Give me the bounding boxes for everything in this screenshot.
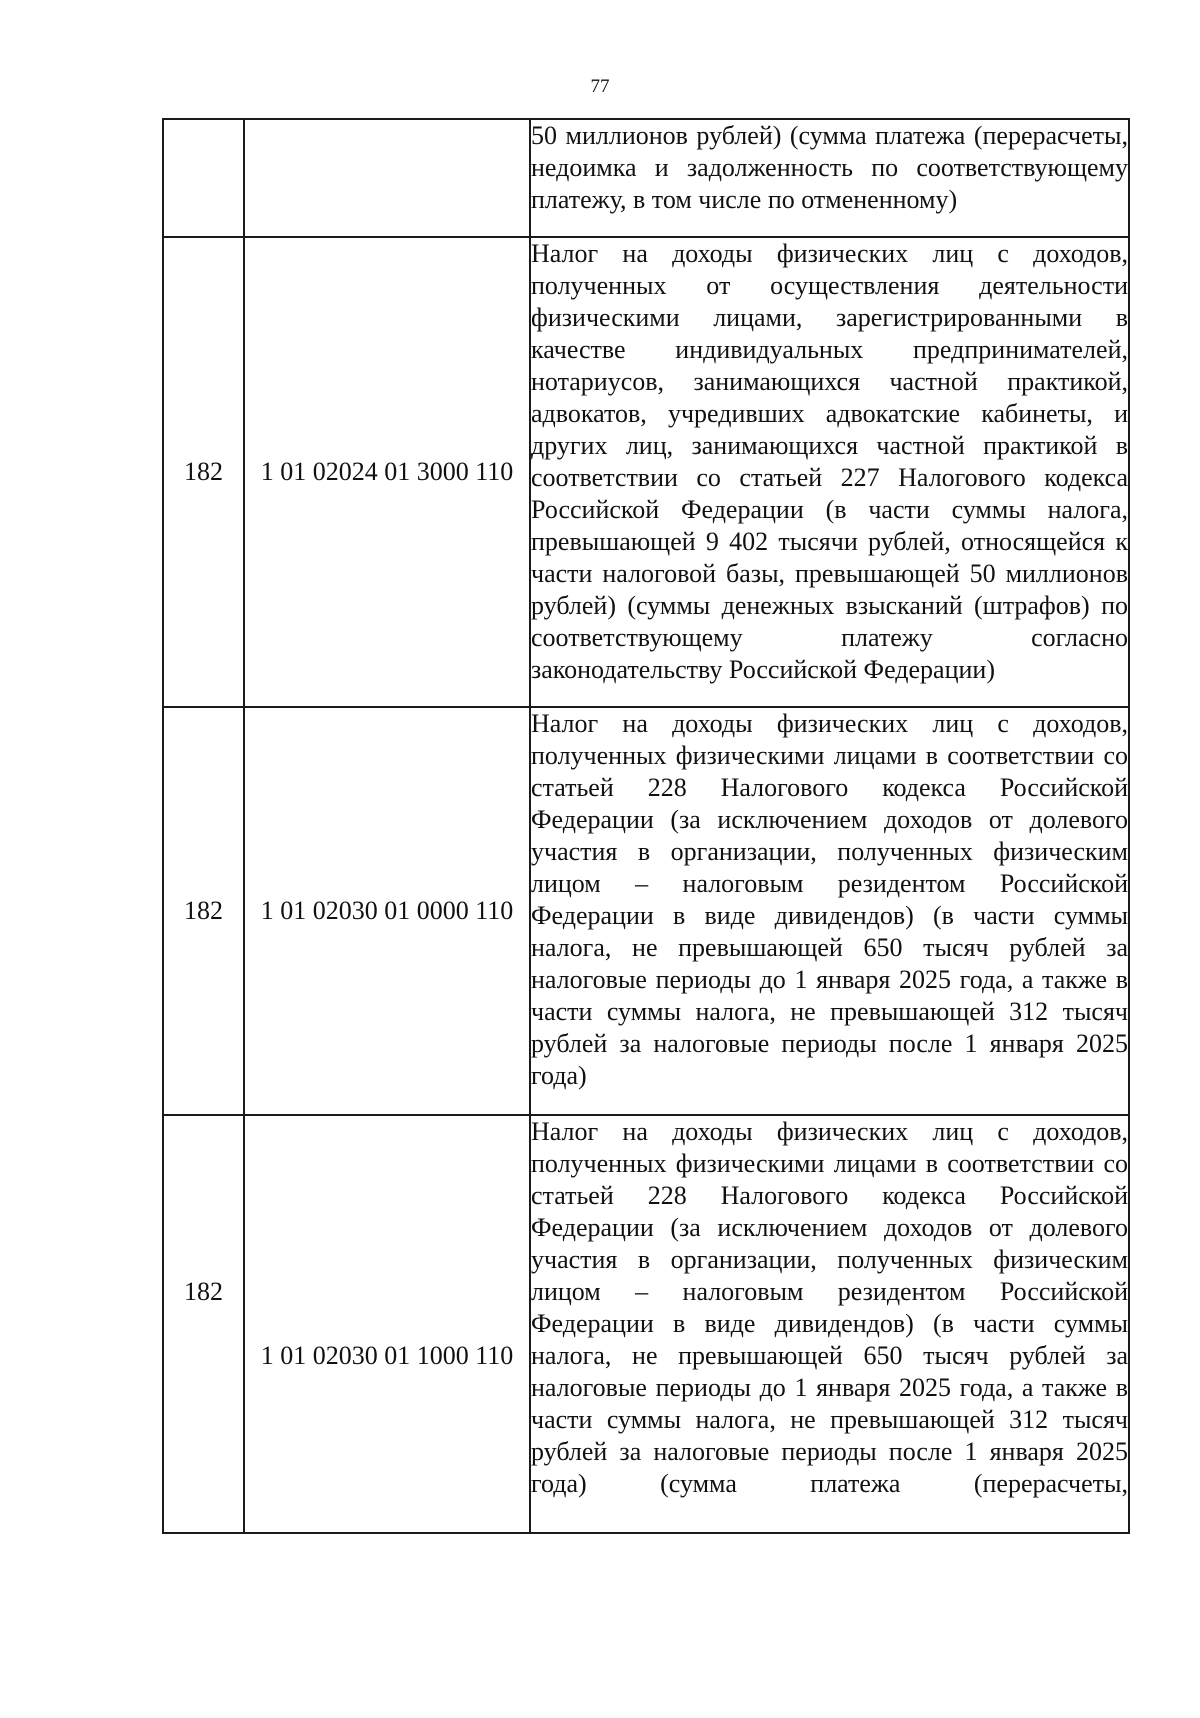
admin-code-cell (163, 1115, 244, 1533)
description-cell: 50 миллионов рублей) (сумма платежа (перерасчеты, недоимка и задолженность по соответствующему платежу, в том числе по отмененному) (530, 119, 1129, 237)
budget-code-text: 1 01 02030 01 1000 110 (260, 1341, 514, 1370)
budget-code-cell (244, 1115, 530, 1533)
description-cell: Налог на доходы физических лиц с доходов, полученных физическими лицами в соответствии со статьей 228 Налогового кодекса Российской Федерации (за исключением доходов от долевого участия в организации, полученных физическим лицом – налоговым резидентом Российской Федерации в виде дивидендов) (в части суммы налога, не превышающей 650 тысяч рублей за налоговые периоды до 1 января 2025 года, а также в части суммы налога, не превышающей 312 тысяч рублей за налоговые периоды после 1 января 2025 года) (сумма платежа (перерасчеты, (530, 1115, 1129, 1533)
admin-code-cell (163, 119, 244, 237)
admin-code-text: 182 (184, 1277, 223, 1306)
admin-code-cell: 182 (163, 707, 244, 1115)
description-cell: Налог на доходы физических лиц с доходов, полученных от осуществления деятельности физическими лицами, зарегистрированными в качестве индивидуальных предпринимателей, нотариусов, занимающихся частной практикой, адвокатов, учредивших адвокатские кабинеты, и других лиц, занимающихся частной практикой в соответствии со статьей 227 Налогового кодекса Российской Федерации (в части суммы налога, превышающей 9 402 тысячи рублей, относящейся к части налоговой базы, превышающей 50 миллионов рублей) (суммы денежных взысканий (штрафов) по соответствующему платежу согласно законодательству Российской Федерации) (530, 237, 1129, 707)
table-row (163, 119, 1129, 237)
admin-code-cell: 182 (163, 237, 244, 707)
budget-classification-table (162, 118, 1130, 1534)
table-row (163, 707, 1129, 1115)
page-number: 77 (590, 76, 610, 97)
budget-code-cell (244, 119, 530, 237)
table-row (163, 237, 1129, 707)
table-row (163, 1115, 1129, 1533)
budget-code-cell: 1 01 02024 01 3000 110 (244, 237, 530, 707)
description-cell: Налог на доходы физических лиц с доходов, полученных физическими лицами в соответствии со статьей 228 Налогового кодекса Российской Федерации (за исключением доходов от долевого участия в организации, полученных физическим лицом – налоговым резидентом Российской Федерации в виде дивидендов) (в части суммы налога, не превышающей 650 тысяч рублей за налоговые периоды до 1 января 2025 года, а также в части суммы налога, не превышающей 312 тысяч рублей за налоговые периоды после 1 января 2025 года) (530, 707, 1129, 1115)
budget-code-cell: 1 01 02030 01 0000 110 (244, 707, 530, 1115)
